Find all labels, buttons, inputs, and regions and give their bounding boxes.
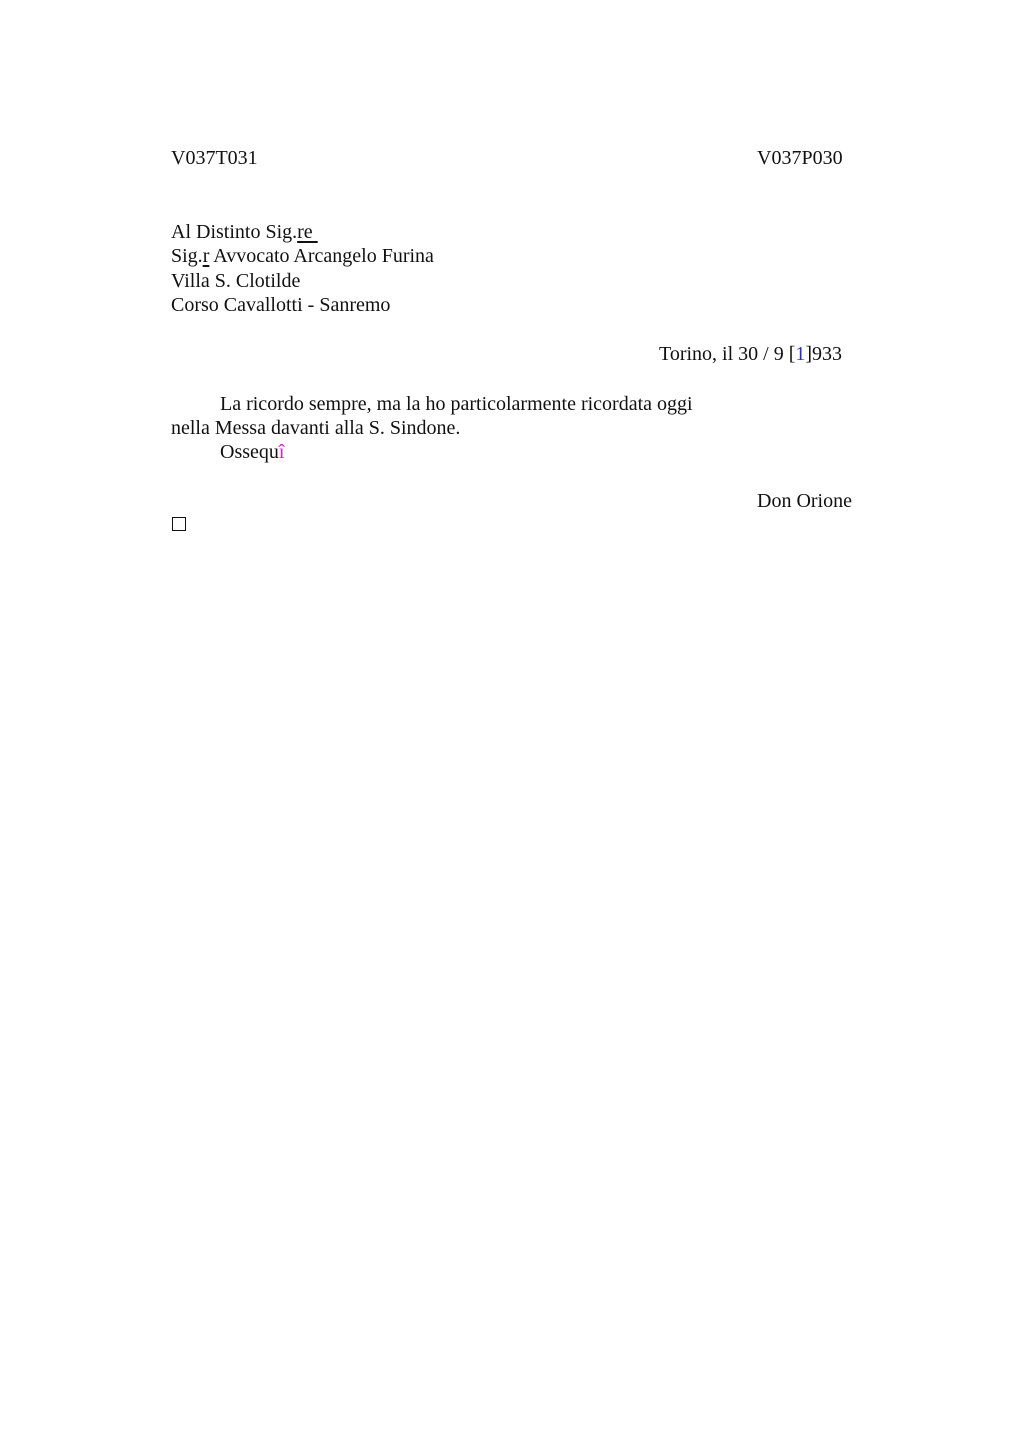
greeting-text: Ossequ — [220, 441, 279, 463]
address-line-2 — [171, 244, 434, 268]
date-prefix: Torino, il 30 / 9 [ — [659, 343, 796, 365]
greeting-accent-char: î — [278, 441, 285, 463]
body-line-2: nella Messa davanti alla S. Sindone. — [171, 417, 461, 439]
body-line-1: La ricordo sempre, ma la ho particolarmente ricordata oggi — [220, 393, 693, 415]
document-code-right: V037P030 — [757, 147, 843, 169]
address-line-4: Corso Cavallotti - Sanremo — [171, 294, 391, 316]
letter-date — [659, 342, 842, 366]
date-editorial-insert: 1 — [795, 343, 806, 365]
address-line-1-abbrev: re — [297, 221, 318, 243]
date-suffix: ]933 — [805, 343, 843, 365]
document-code-left: V037T031 — [171, 147, 258, 169]
address-line-1-prefix: Al Distinto Sig. — [171, 221, 298, 243]
signature: Don Orione — [757, 490, 852, 512]
address-line-3: Villa S. Clotilde — [171, 270, 301, 292]
empty-square-icon — [172, 517, 186, 531]
address-line-2-prefix: Sig. — [171, 245, 203, 267]
greeting — [220, 440, 284, 464]
address-line-2-abbrev: r — [202, 245, 210, 267]
address-line-1 — [171, 220, 318, 244]
address-line-2-name: Avvocato Arcangelo Furina — [209, 245, 434, 267]
